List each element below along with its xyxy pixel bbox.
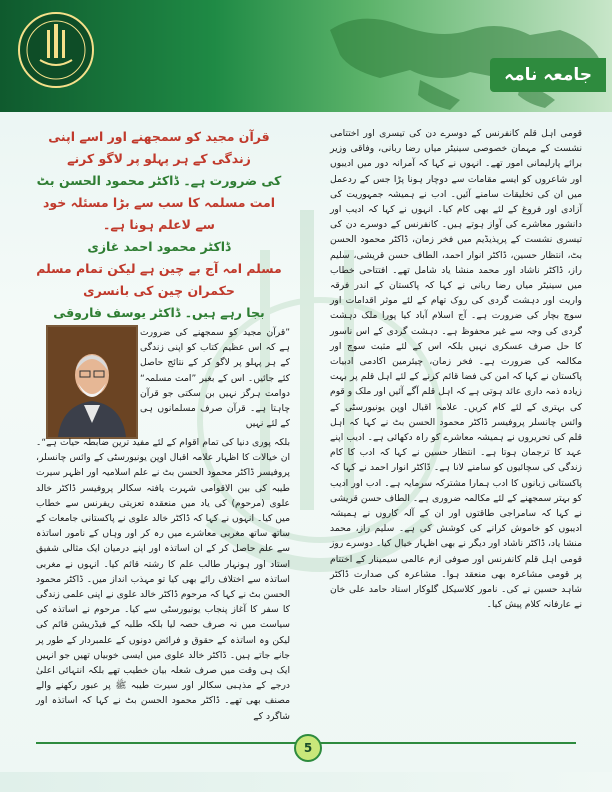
quote-line: قرآن مجید کو سمجھنے اور اسے اپنی زندگی کے ہر پہلو پر لاگو کرنے [48, 129, 270, 166]
portrait-photo [46, 325, 138, 439]
world-map-graphic [300, 0, 612, 112]
quote-author-line: ڈاکٹر محمود احمد غازی [87, 239, 231, 254]
quote-line: امت مسلمہ کا سب سے بڑا مسئلہ خود سے لاعلم ہونا ہے۔ [42, 195, 276, 232]
portrait-figure [48, 327, 136, 437]
bottom-band [0, 772, 612, 792]
header-band [0, 0, 612, 112]
article-text-right: قومی اہل قلم کانفرنس کے دوسرے دن کی تیسری اور اختتامی نشست کے مہمان خصوصی سینیٹر میاں رضا ربانی، وفاقی وزیر برائے پارلیمانی امور تھے۔ انہوں نے کہا کہ آمرانہ دور میں ادیبوں اور شاعروں کو ایسے مقامات سے دوچار ہونا پڑا جس کے ردعمل میں ان کی تخلیقات سامنے آئیں۔ ادب نے ہمیشہ جمہوریت کی آزادی اور فروغ کے لئے بھی کام کیا۔ انہوں نے کہا کہ ادیب اور دانشور معاشرے کی آواز ہوتے ہیں۔ کانفرنس کے دوسرے دن کی تیسری نشست کے پریذیڈیم میں فخر زمان، ڈاکٹر محمود الحسن بٹ، انتظار حسین، ڈاکٹر انوار احمد، الطاف حسن قریشی، سلیم راز، ڈاکٹر ناشاد اور محمد منشا یاد شامل تھے۔ افتتاحی خطاب میں سینیٹر میاں رضا ربانی نے کہا کہ پاکستان کے اندر فرقہ واریت اور دہشت گردی کی روک تھام کے لئے موثر اقدامات اور سوچ بچار کی ضرورت ہے۔ آج اسلام آباد کیا پورا ملک دہشت گردی کی وجہ سے غیر محفوظ ہے۔ دہشت گردی کے اس ناسور کا حل صرف عسکری نہیں بلکہ اس کے لئے مثبت سوچ اور مکالمہ کی ضرورت ہے۔ فخر زمان، چیئرمین اکادمی ادبیات پاکستان نے کہا کہ امن کی فضا قائم کرنے کے لئے اہل قلم پر بہت زیادہ ذمہ داری عائد ہوتی ہے کہ اہل قلم آگے آئیں اور ملک و قوم کی بہتری کے لئے کام کریں۔ علامہ اقبال اوپن یونیورسٹی کے وائس چانسلر پروفیسر ڈاکٹر محمود الحسن بٹ نے کہا کہ اہل قلم کی تحریروں نے ہمیشہ معاشرے کو راہ دکھائی ہے۔ ادیب اپنے عہد کا ترجمان ہوتا ہے۔ انتظار حسین نے کہا کہ ادب کا کام زندگی کی سچائیوں کو سامنے لانا ہے۔ ڈاکٹر انوار احمد نے کہا کہ پاکستانی زبانوں کا ادب ہمارا مشترکہ سرمایہ ہے۔ ادب اور ادیب کو بہتر سمجھنے کے لئے مکالمہ ضروری ہے۔ الطاف حسن قریشی نے کہا کہ سامراجی طاقتوں اور ان کے آلہ کاروں نے ہمیشہ ادیبوں کو خاموش کرانے کی کوشش کی ہے۔ سلیم راز، محمد منشا یاد، ڈاکٹر ناشاد اور دیگر نے بھی اظہار خیال کیا۔ دوسرے روز قومی اہل قلم کانفرنس اور صوفی ازم عالمی سیمینار کے اختتام پر قومی مشاعرہ بھی منعقد ہوا۔ مشاعرہ کی صدارت ڈاکٹر شاہد حسین نے کی۔ نامور کلاسیکل گلوکار استاد حامد علی خان نے عارفانہ کلام پیش کیا۔ [330, 128, 582, 611]
quote-author-line: بجا رہے ہیں۔ ڈاکٹر یوسف فاروقی [53, 305, 265, 320]
university-logo-emblem [16, 10, 96, 90]
section-title-tag: جامعہ نامہ [490, 58, 606, 92]
quote-author-line: کی ضرورت ہے۔ ڈاکٹر محمود الحسن بٹ [36, 173, 282, 188]
article-text-left-top: ”قرآن مجید کو سمجھنے کی ضرورت ہے کہ اس عظیم کتاب کو اپنی زندگی کے ہر پہلو پر لاگو کر کے نتائج حاصل کئے جائیں۔ اس کے بغیر ”امت مسلمہ“ دوامت ہرگز نہیں بن سکتی جو قرآن چاہتا ہے۔ قرآن صرف مسلمانوں ہی کے لئے نہیں [140, 327, 290, 430]
quote-line: مسلم امہ آج بے چین ہے لیکن تمام مسلم حکمران چین کی بانسری [36, 261, 282, 298]
article-text-left-main: بلکہ پوری دنیا کی تمام اقوام کے لئے مفید ترین ضابطہ حیات ہے“۔ ان خیالات کا اظہار علامہ اقبال اوپن یونیورسٹی کے وائس چانسلر، پروفیسر ڈاکٹر محمود الحسن بٹ نے علم اسلامیہ اور اظہر سیرت طیبہ کی بین الاقوامی شہرت یافتہ سکالر پروفیسر ڈاکٹر خالد علوی (مرحوم) کی یاد میں منعقدہ تعزیتی ریفرنس سے خطاب میں کیا۔ انہوں نے کہا کہ ڈاکٹر خالد علوی نے پاکستانی جامعات کے ساتھ ساتھ مغربی معاشرے میں رہ کر اور وہاں کے نامور اساتذہ سے علم حاصل کر کے ان اساتذہ اور اپنے درمیان ایک مثالی شفیق استاد اور ہونہار طالب علم کا رشتہ قائم کیا۔ انہوں نے مغربی اساتذہ سے اختلاف رائے بھی کیا تو مہذب انداز میں۔ ڈاکٹر محمود الحسن بٹ نے کہا کہ مرحوم ڈاکٹر خالد علوی نے اپنی علمی زندگی کا سفر کا آغاز پنجاب یونیورسٹی سے کیا۔ مرحوم نے اساتذہ کی سیاست میں نہ صرف حصہ لیا بلکہ طلبہ کے فیڈریشن قائم کی لیکن وہ اساتذہ کے حقوق و فرائض دونوں کے علمبردار کے طور پر جانے جاتے ہیں۔ ڈاکٹر خالد علوی میں ایسی خوبیاں تھیں جو انہیں ایک ہی وقت میں صرف شعلہ بیان خطیب تھے بلکہ انتہائی اعلیٰ درجے کے مذہبی سکالر اور سیرت طیبہ ﷺ پر عبور رکھنے والے مصنف بھی تھے۔ ڈاکٹر محمود الحسن بٹ نے کہا کہ اساتذہ اور شاگرد کے [36, 437, 290, 722]
featured-quotes [34, 126, 284, 324]
page-number: 5 [294, 734, 322, 762]
